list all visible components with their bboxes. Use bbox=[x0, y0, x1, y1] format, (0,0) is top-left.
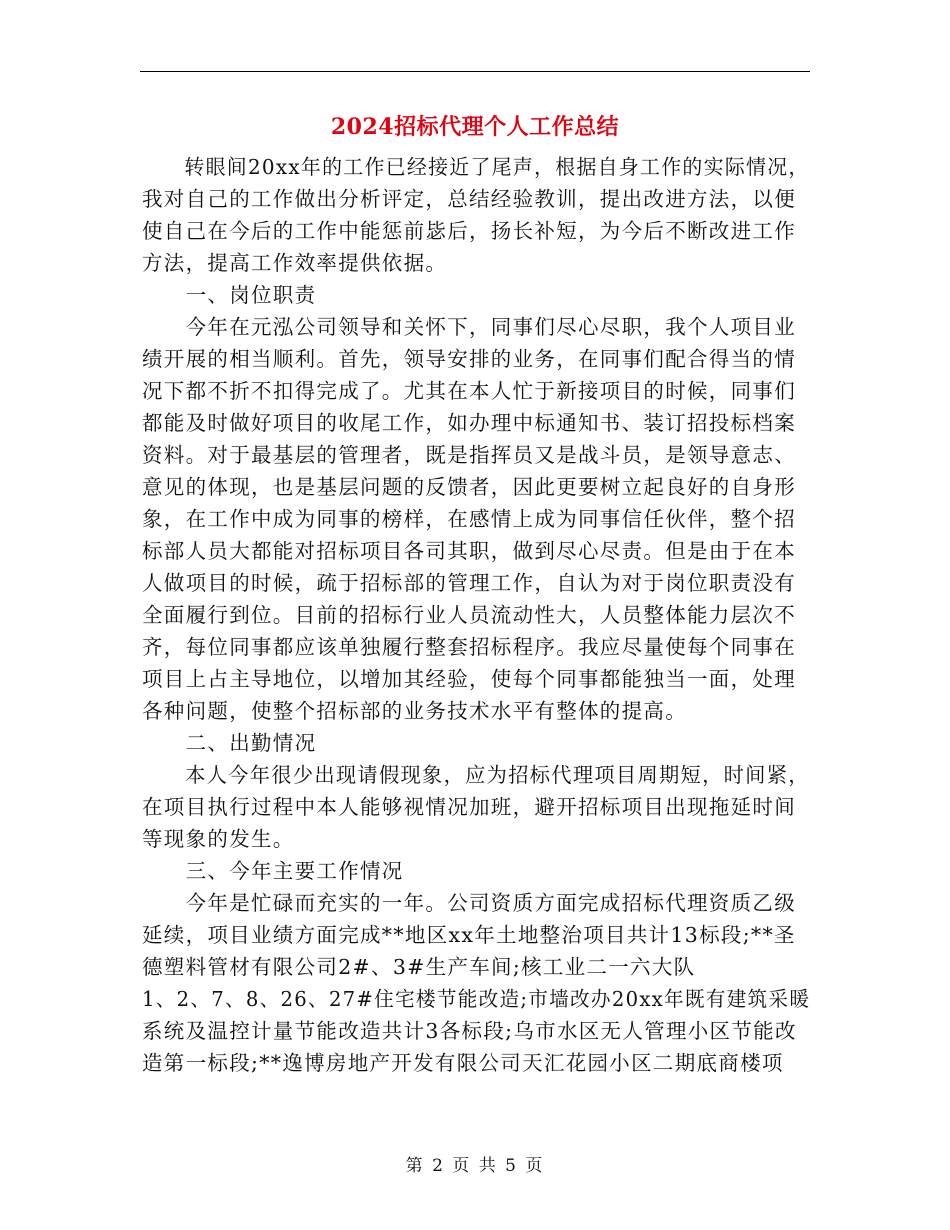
text-line: 况下都不折不扣得完成了。尤其在本人忙于新接项目的时候，同事们 bbox=[142, 379, 796, 403]
text-line: 今年在元泓公司领导和关怀下，同事们尽心尽职，我个人项目业 bbox=[142, 315, 796, 339]
text-line: 齐，每位同事都应该单独履行整套招标程序。我应尽量使每个同事在 bbox=[142, 635, 796, 659]
text-line: 标部人员大都能对招标项目各司其职，做到尽心尽责。但是由于在本 bbox=[142, 539, 796, 563]
text-line: 造第一标段;**逸博房地产开发有限公司天汇花园小区二期底商楼项 bbox=[142, 1051, 784, 1075]
text-line: 资料。对于最基层的管理者，既是指挥员又是战斗员，是领导意志、 bbox=[142, 443, 796, 467]
text-line: 德塑料管材有限公司2#、3#生产车间;核工业二一六大队 bbox=[142, 955, 696, 979]
text-line: 本人今年很少出现请假现象，应为招标代理项目周期短，时间紧， bbox=[142, 763, 810, 787]
text-line: 全面履行到位。目前的招标行业人员流动性大，人员整体能力层次不 bbox=[142, 603, 796, 627]
text-line: 项目上占主导地位，以增加其经验，使每个同事都能独当一面，处理 bbox=[142, 667, 796, 691]
text-line: 绩开展的相当顺利。首先，领导安排的业务，在同事们配合得当的情 bbox=[142, 347, 796, 371]
text-line: 延续，项目业绩方面完成**地区xx年土地整治项目共计13标段;**圣 bbox=[142, 923, 796, 947]
text-line: 我对自己的工作做出分析评定，总结经验教训，提出改进方法，以便 bbox=[142, 187, 796, 211]
page-number-footer: 第 2 页 共 5 页 bbox=[405, 1156, 545, 1176]
text-line: 在项目执行过程中本人能够视情况加班，避开招标项目出现拖延时间 bbox=[142, 795, 796, 819]
section-heading: 二、出勤情况 bbox=[142, 731, 317, 755]
text-line: 系统及温控计量节能改造共计3各标段;乌市水区无人管理小区节能改 bbox=[142, 1019, 797, 1043]
text-line: 人做项目的时候，疏于招标部的管理工作，自认为对于岗位职责没有 bbox=[142, 571, 796, 595]
text-line: 意见的体现，也是基层问题的反馈者，因此更要树立起良好的自身形 bbox=[142, 475, 796, 499]
text-line: 今年是忙碌而充实的一年。公司资质方面完成招标代理资质乙级 bbox=[142, 891, 796, 915]
text-line: 都能及时做好项目的收尾工作，如办理中标通知书、装订招投标档案 bbox=[142, 411, 796, 435]
text-line: 1、2、7、8、26、27#住宅楼节能改造;市墙改办20xx年既有建筑采暖 bbox=[142, 987, 811, 1011]
text-line: 方法，提高工作效率提供依据。 bbox=[142, 251, 448, 275]
section-heading: 三、今年主要工作情况 bbox=[142, 859, 404, 883]
text-line: 等现象的发生。 bbox=[142, 827, 295, 851]
text-line: 象，在工作中成为同事的榜样，在感情上成为同事信任伙伴，整个招 bbox=[142, 507, 796, 531]
text-line: 各种问题，使整个招标部的业务技术水平有整体的提高。 bbox=[142, 699, 687, 723]
text-line: 使自己在今后的工作中能惩前毖后，扬长补短，为今后不断改进工作 bbox=[142, 219, 796, 243]
section-heading: 一、岗位职责 bbox=[142, 283, 317, 307]
document-title: 2024招标代理个人工作总结 bbox=[330, 114, 620, 140]
header-rule bbox=[140, 71, 810, 72]
text-line: 转眼间20xx年的工作已经接近了尾声，根据自身工作的实际情况， bbox=[142, 155, 810, 179]
